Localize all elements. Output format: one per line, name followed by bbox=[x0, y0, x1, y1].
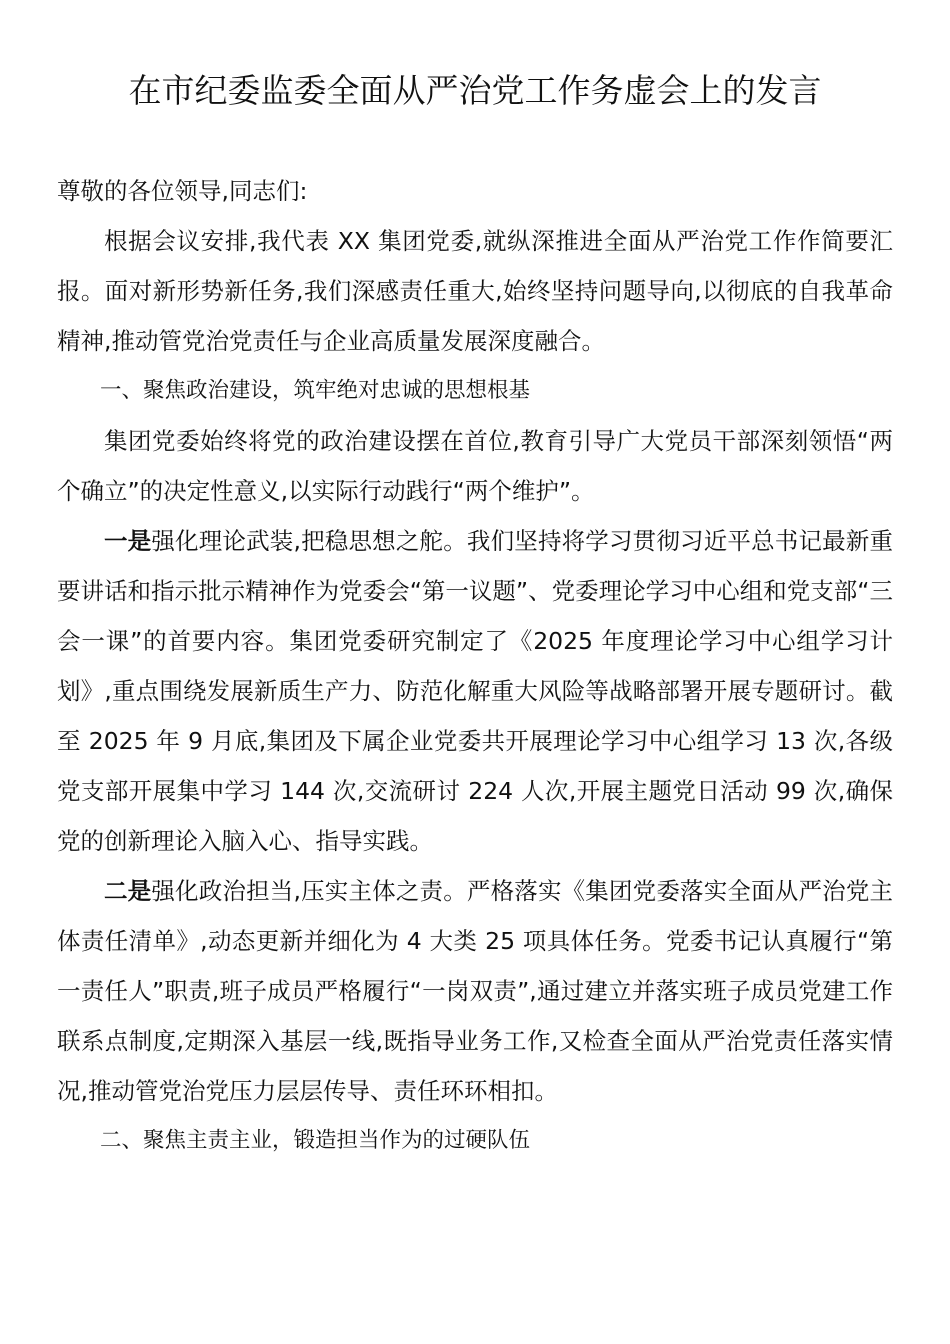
document-title: 在市纪委监委全面从严治党工作务虚会上的发言 bbox=[128, 71, 822, 110]
salutation: 尊敬的各位领导,同志们: bbox=[57, 177, 308, 205]
point-lead-label: 二是 bbox=[104, 877, 152, 905]
point-lead-label: 一是 bbox=[104, 527, 152, 555]
intro-paragraph: 根据会议安排,我代表 XX 集团党委,就纵深推进全面从严治党工作作简要汇报。面对新形势新任务,我们深感责任重大,始终坚持问题导向,以彻底的自我革命精神,推动管党治党责任与企业高质量发展深度融合。 bbox=[57, 227, 893, 355]
section-1-summary: 集团党委始终将党的政治建设摆在首位,教育引导广大党员干部深刻领悟“两个确立”的决定性意义,以实际行动践行“两个维护”。 bbox=[57, 427, 893, 505]
point-text: 强化理论武装,把稳思想之舵。我们坚持将学习贯彻习近平总书记最新重要讲话和指示批示精神作为党委会“第一议题”、党委理论学习中心组和党支部“三会一课”的首要内容。集团党委研究制定了《2025 年度理论学习中心组学习计划》,重点围绕发展新质生产力、防范化解重大风险等战略部署开展专题研讨。截至 2025 年 9 月底,集团及下属企业党委共开展理论学习中心组学习 13 次,各级党支部开展集中学习 144 次,交流研讨 224 人次,开展主题党日活动 99 次,确保党的创新理论入脑入心、指导实践。 bbox=[57, 527, 893, 855]
section-1-point-2 bbox=[57, 866, 893, 1116]
point-text: 强化政治担当,压实主体之责。严格落实《集团党委落实全面从严治党主体责任清单》,动态更新并细化为 4 大类 25 项具体任务。党委书记认真履行“第一责任人”职责,班子成员严格履行“一岗双责”,通过建立并落实班子成员党建工作联系点制度,定期深入基层一线,既指导业务工作,又检查全面从严治党责任落实情况,推动管党治党压力层层传导、责任环环相扣。 bbox=[57, 877, 893, 1105]
section-heading-1: 一、聚焦政治建设，筑牢绝对忠诚的思想根基 bbox=[100, 378, 531, 403]
document-body bbox=[57, 166, 893, 1166]
section-heading-2: 二、聚焦主责主业，锻造担当作为的过硬队伍 bbox=[100, 1128, 531, 1153]
section-1-point-1 bbox=[57, 516, 893, 866]
